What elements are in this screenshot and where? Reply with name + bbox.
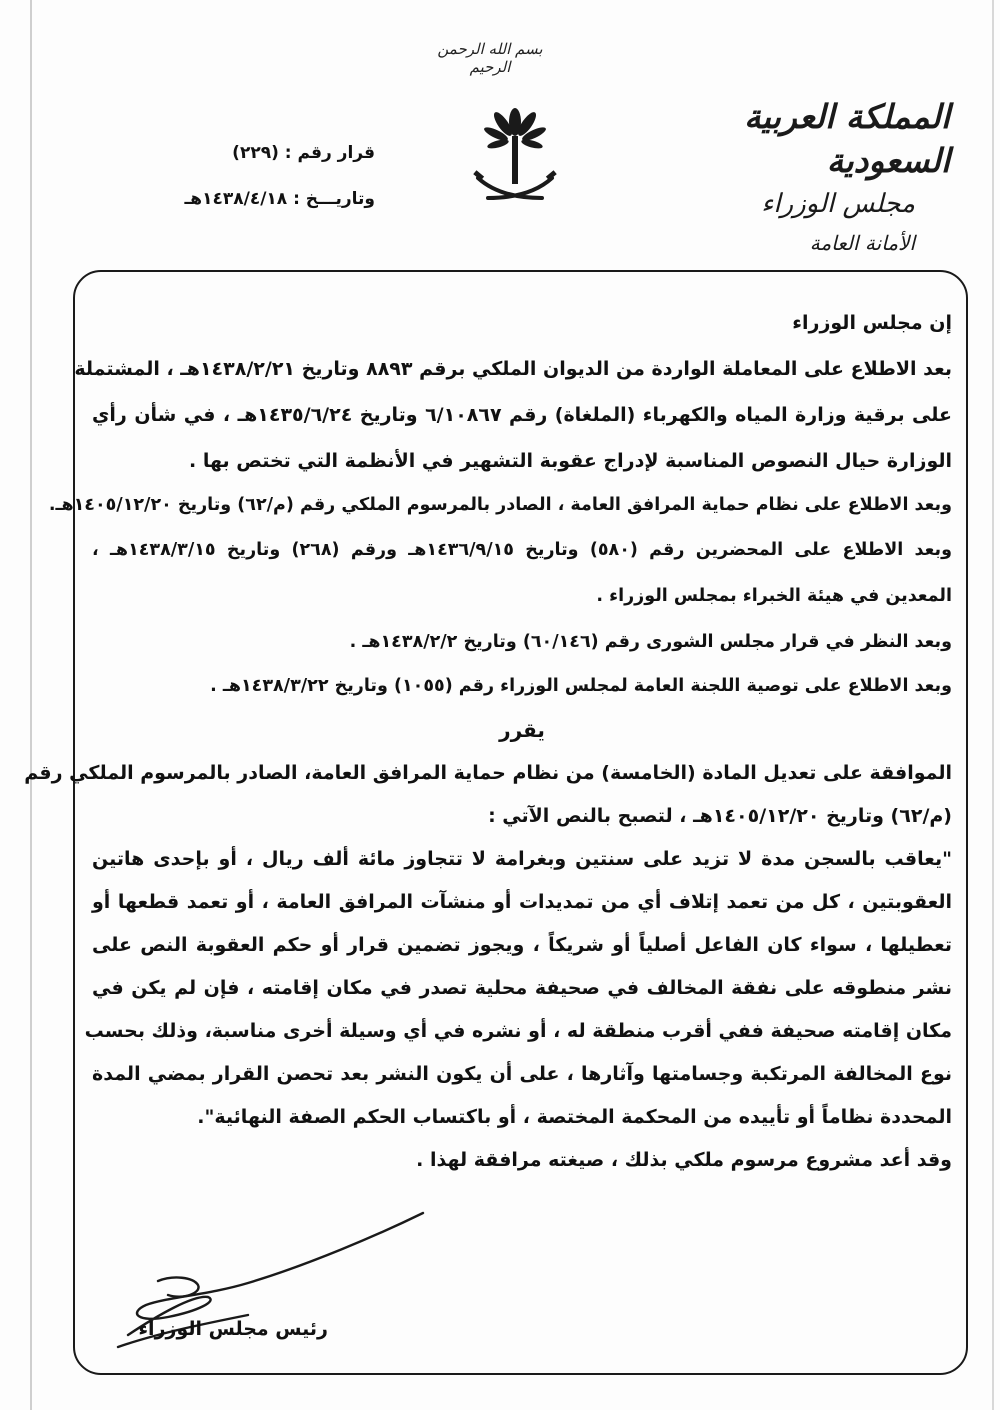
council-name: مجلس الوزراء [761,189,915,219]
body-line: وبعد الاطلاع على المحضرين رقم (٥٨٠) وتاريخ ١٤٣٦/٩/١٥هـ ورقم (٢٦٨) وتاريخ ١٤٣٨/٣/١٥هـ ، [92,540,952,560]
resolution-line: وقد أعد مشروع مرسوم ملكي بذلك ، صيغته مرافقة لهذا . [416,1149,952,1171]
saudi-emblem-icon [470,100,560,215]
scan-edge-right [992,0,994,1410]
resolution-line: نوع المخالفة المرتكبة وجسامتها وآثارها ، على أن يكون النشر بعد تحصن القرار بمضي المدة [92,1063,952,1085]
decision-reference [135,130,375,222]
resolves-heading: يقرر [499,718,545,742]
kingdom-name: المملكة العربية السعودية [744,97,950,180]
secretariat-name: الأمانة العامة [809,231,915,255]
opening-line: إن مجلس الوزراء [792,312,952,334]
body-line: المعدين في هيئة الخبراء بمجلس الوزراء . [596,586,952,606]
issuer-header [630,95,950,255]
signatory-title: رئيس مجلس الوزراء [138,1318,328,1340]
body-line: على برقية وزارة المياه والكهرباء (الملغاة) رقم ٦/١٠٨٦٧ وتاريخ ١٤٣٥/٦/٢٤هـ ، في شأن رأي [92,404,952,426]
body-line: بعد الاطلاع على المعاملة الواردة من الديوان الملكي برقم ٨٨٩٣ وتاريخ ١٤٣٨/٢/٢١هـ ، المشتملة [74,358,952,380]
body-line: وبعد النظر في قرار مجلس الشورى رقم (٦٠/١٤٦) وتاريخ ١٤٣٨/٢/٢هـ . [349,632,952,652]
resolution-line: نشر منطوقه على نفقة المخالف في صحيفة محلية تصدر في مكان إقامته ، فإن لم يكن في [92,977,952,999]
decision-number: قرار رقم : (٢٢٩) [232,143,375,163]
resolution-line: تعطيلها ، سواء كان الفاعل أصلياً أو شريكاً ، ويجوز تضمين قرار أو حكم العقوبة النص على [92,934,952,956]
decision-date: وتاريـــخ : ١٤٣٨/٤/١٨هـ [184,189,375,209]
scan-edge-left [30,0,32,1410]
resolution-line: (م/٦٢) وتاريخ ١٤٠٥/١٢/٢٠هـ ، لتصبح بالنص الآتي : [488,805,952,827]
body-line: وبعد الاطلاع على نظام حماية المرافق العامة ، الصادر بالمرسوم الملكي رقم (م/٦٢) وتاريخ ١٤٠٥/١٢/٢٠هـ. [48,495,952,515]
resolution-line: مكان إقامته صحيفة ففي أقرب منطقة له ، أو نشره في أي وسيلة أخرى مناسبة، وذلك بحسب [84,1020,952,1042]
resolution-line: الموافقة على تعديل المادة (الخامسة) من نظام حماية المرافق العامة، الصادر بالمرسوم الملكي رقم [24,762,952,784]
resolution-line: العقوبتين ، كل من تعمد إتلاف أي من تمديدات أو منشآت المرافق العامة ، أو تعمد قطعها أو [92,891,952,913]
resolution-line: المحددة نظاماً أو تأييده من المحكمة المختصة ، أو باكتساب الحكم الصفة النهائية". [197,1106,952,1128]
basmala: بسم الله الرحمن الرحيم [437,40,543,76]
body-line: الوزارة حيال النصوص المناسبة لإدراج عقوبة التشهير في الأنظمة التي تختص بها . [189,450,952,472]
resolution-line: "يعاقب بالسجن مدة لا تزيد على سنتين وبغرامة لا تتجاوز مائة ألف ريال ، أو بإحدى هاتين [92,848,952,870]
body-line: وبعد الاطلاع على توصية اللجنة العامة لمجلس الوزراء رقم (١٠٥٥) وتاريخ ١٤٣٨/٣/٢٢هـ . [210,676,952,696]
document-body [24,300,952,1182]
